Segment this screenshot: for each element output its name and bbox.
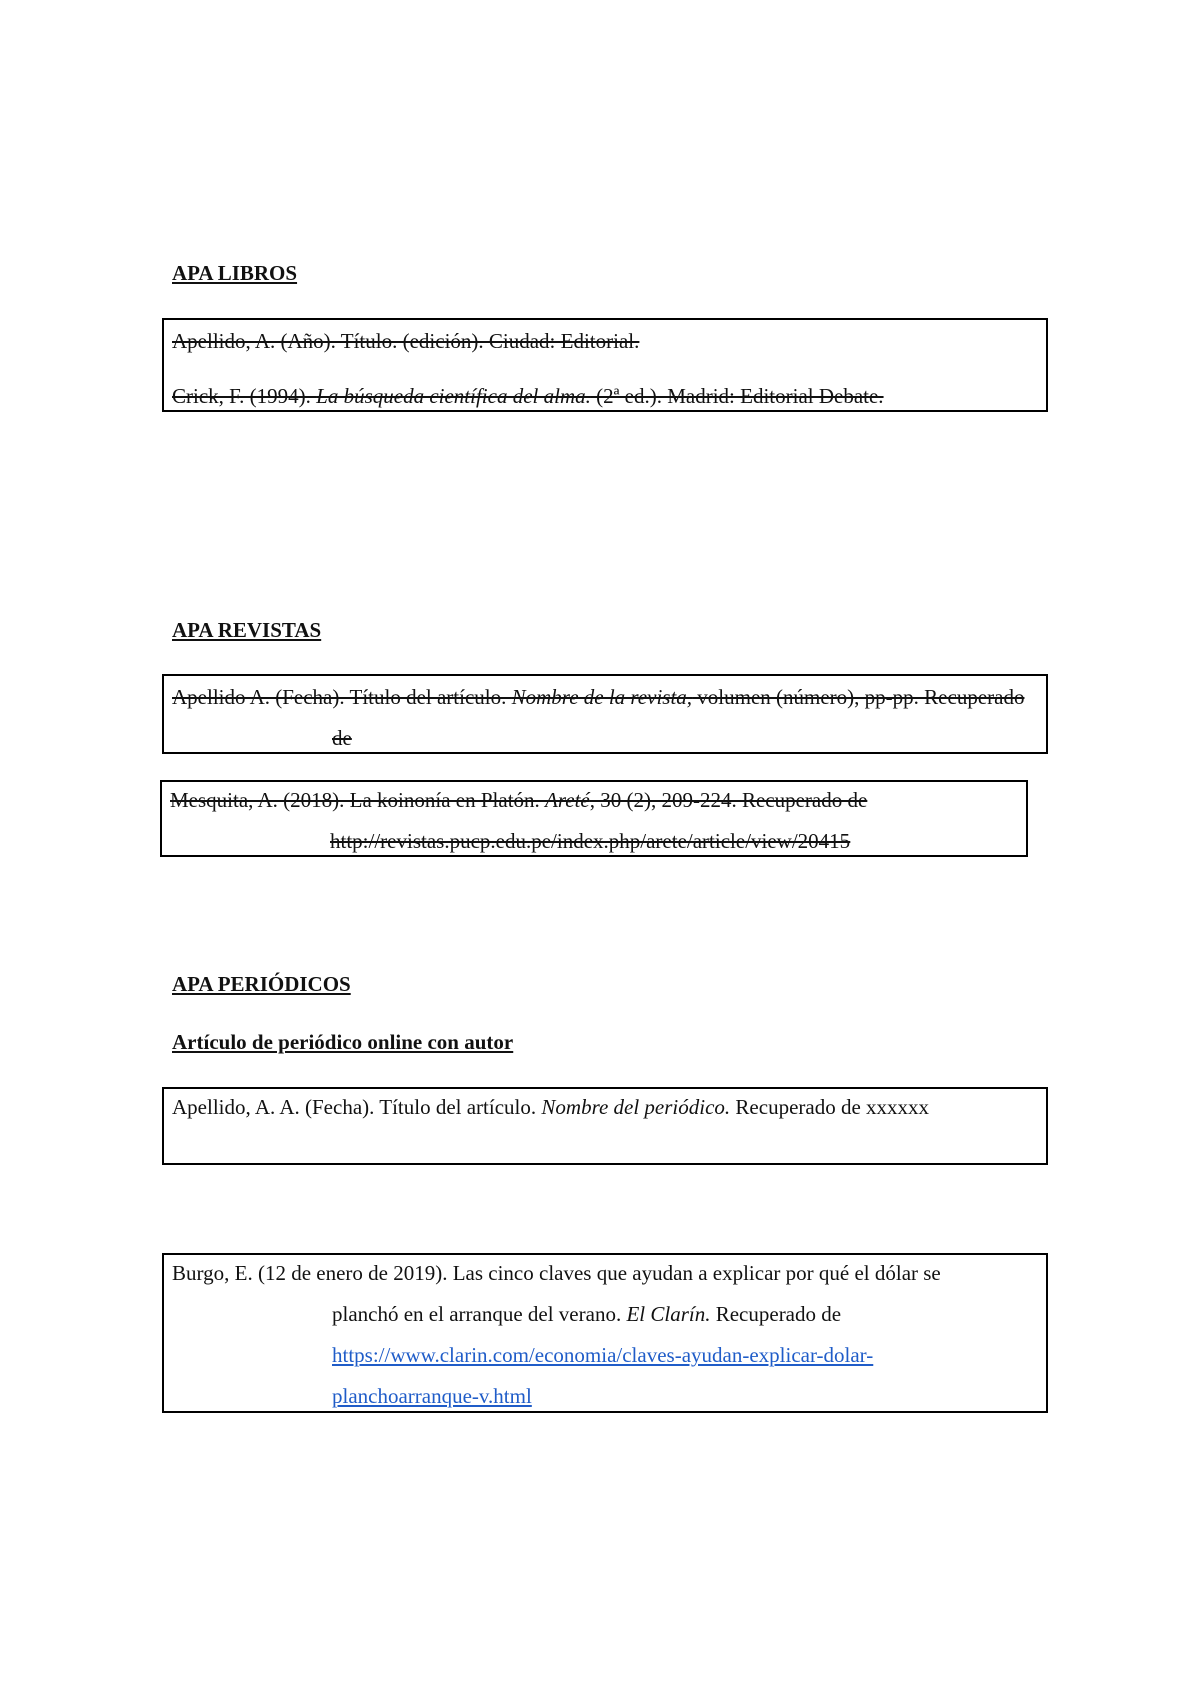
revistas-template-rest: volumen (número), pp-pp. Recuperado de xyxy=(332,685,1025,750)
libros-citation-box xyxy=(162,318,1048,412)
libros-template-entry: Apellido, A. (Año). Título. (edición). Ciudad: Editorial. xyxy=(172,329,640,353)
periodicos-example-newspaper: El Clarín. xyxy=(626,1302,711,1326)
libros-example-publisher: (2ª ed.). Madrid: Editorial Debate. xyxy=(590,384,884,408)
heading-apa-periodicos: APA PERIÓDICOS xyxy=(172,972,351,996)
periodicos-template-newspaper: Nombre del periódico. xyxy=(541,1095,731,1119)
revistas-template-entry xyxy=(164,677,1046,759)
periodicos-template-rest: Recuperado de xxxxxx xyxy=(730,1095,930,1119)
periodicos-example-url-line1[interactable]: https://www.clarin.com/economia/claves-ayudan-explicar-dolar- xyxy=(332,1343,874,1367)
revistas-example-entry xyxy=(162,780,1026,862)
periodicos-template-author: Apellido, A. A. (Fecha). Título del artículo. xyxy=(172,1095,542,1119)
revistas-example-rest: , 30 (2), 209-224. Recuperado de xyxy=(589,788,868,812)
periodicos-example-author: Burgo, E. (12 de enero de 2019). Las cinco claves que ayudan a explicar por qué el dólar se planchó en el arranque del verano. xyxy=(172,1261,941,1326)
libros-example-author: Crick, F. (1994). xyxy=(172,384,317,408)
periodicos-example-url-line2[interactable]: planchoarranque-v.html xyxy=(332,1384,532,1408)
revistas-example-box xyxy=(160,780,1028,857)
periodicos-template-box xyxy=(162,1087,1048,1165)
periodicos-example-entry xyxy=(164,1253,1046,1417)
heading-apa-revistas: APA REVISTAS xyxy=(172,618,322,642)
periodicos-example-rest: Recuperado de xyxy=(710,1302,842,1326)
revistas-template-journal: Nombre de la revista, xyxy=(511,685,693,709)
revistas-template-box xyxy=(162,674,1048,754)
revistas-template-author: Apellido A. (Fecha). Título del artículo. xyxy=(172,685,512,709)
subheading-periodico-online: Artículo de periódico online con autor xyxy=(172,1030,514,1054)
revistas-example-journal: Areté xyxy=(545,788,590,812)
revistas-example-url[interactable]: http://revistas.pucp.edu.pe/index.php/arete/article/view/20415 xyxy=(330,829,851,853)
libros-example-entry xyxy=(164,376,1046,417)
periodicos-template-entry xyxy=(164,1087,1046,1128)
revistas-example-author: Mesquita, A. (2018). La koinonía en Platón. xyxy=(170,788,546,812)
periodicos-example-url[interactable] xyxy=(332,1343,873,1408)
periodicos-example-box xyxy=(162,1253,1048,1413)
heading-apa-libros: APA LIBROS xyxy=(172,261,298,285)
libros-example-title: La búsqueda científica del alma. xyxy=(316,384,591,408)
